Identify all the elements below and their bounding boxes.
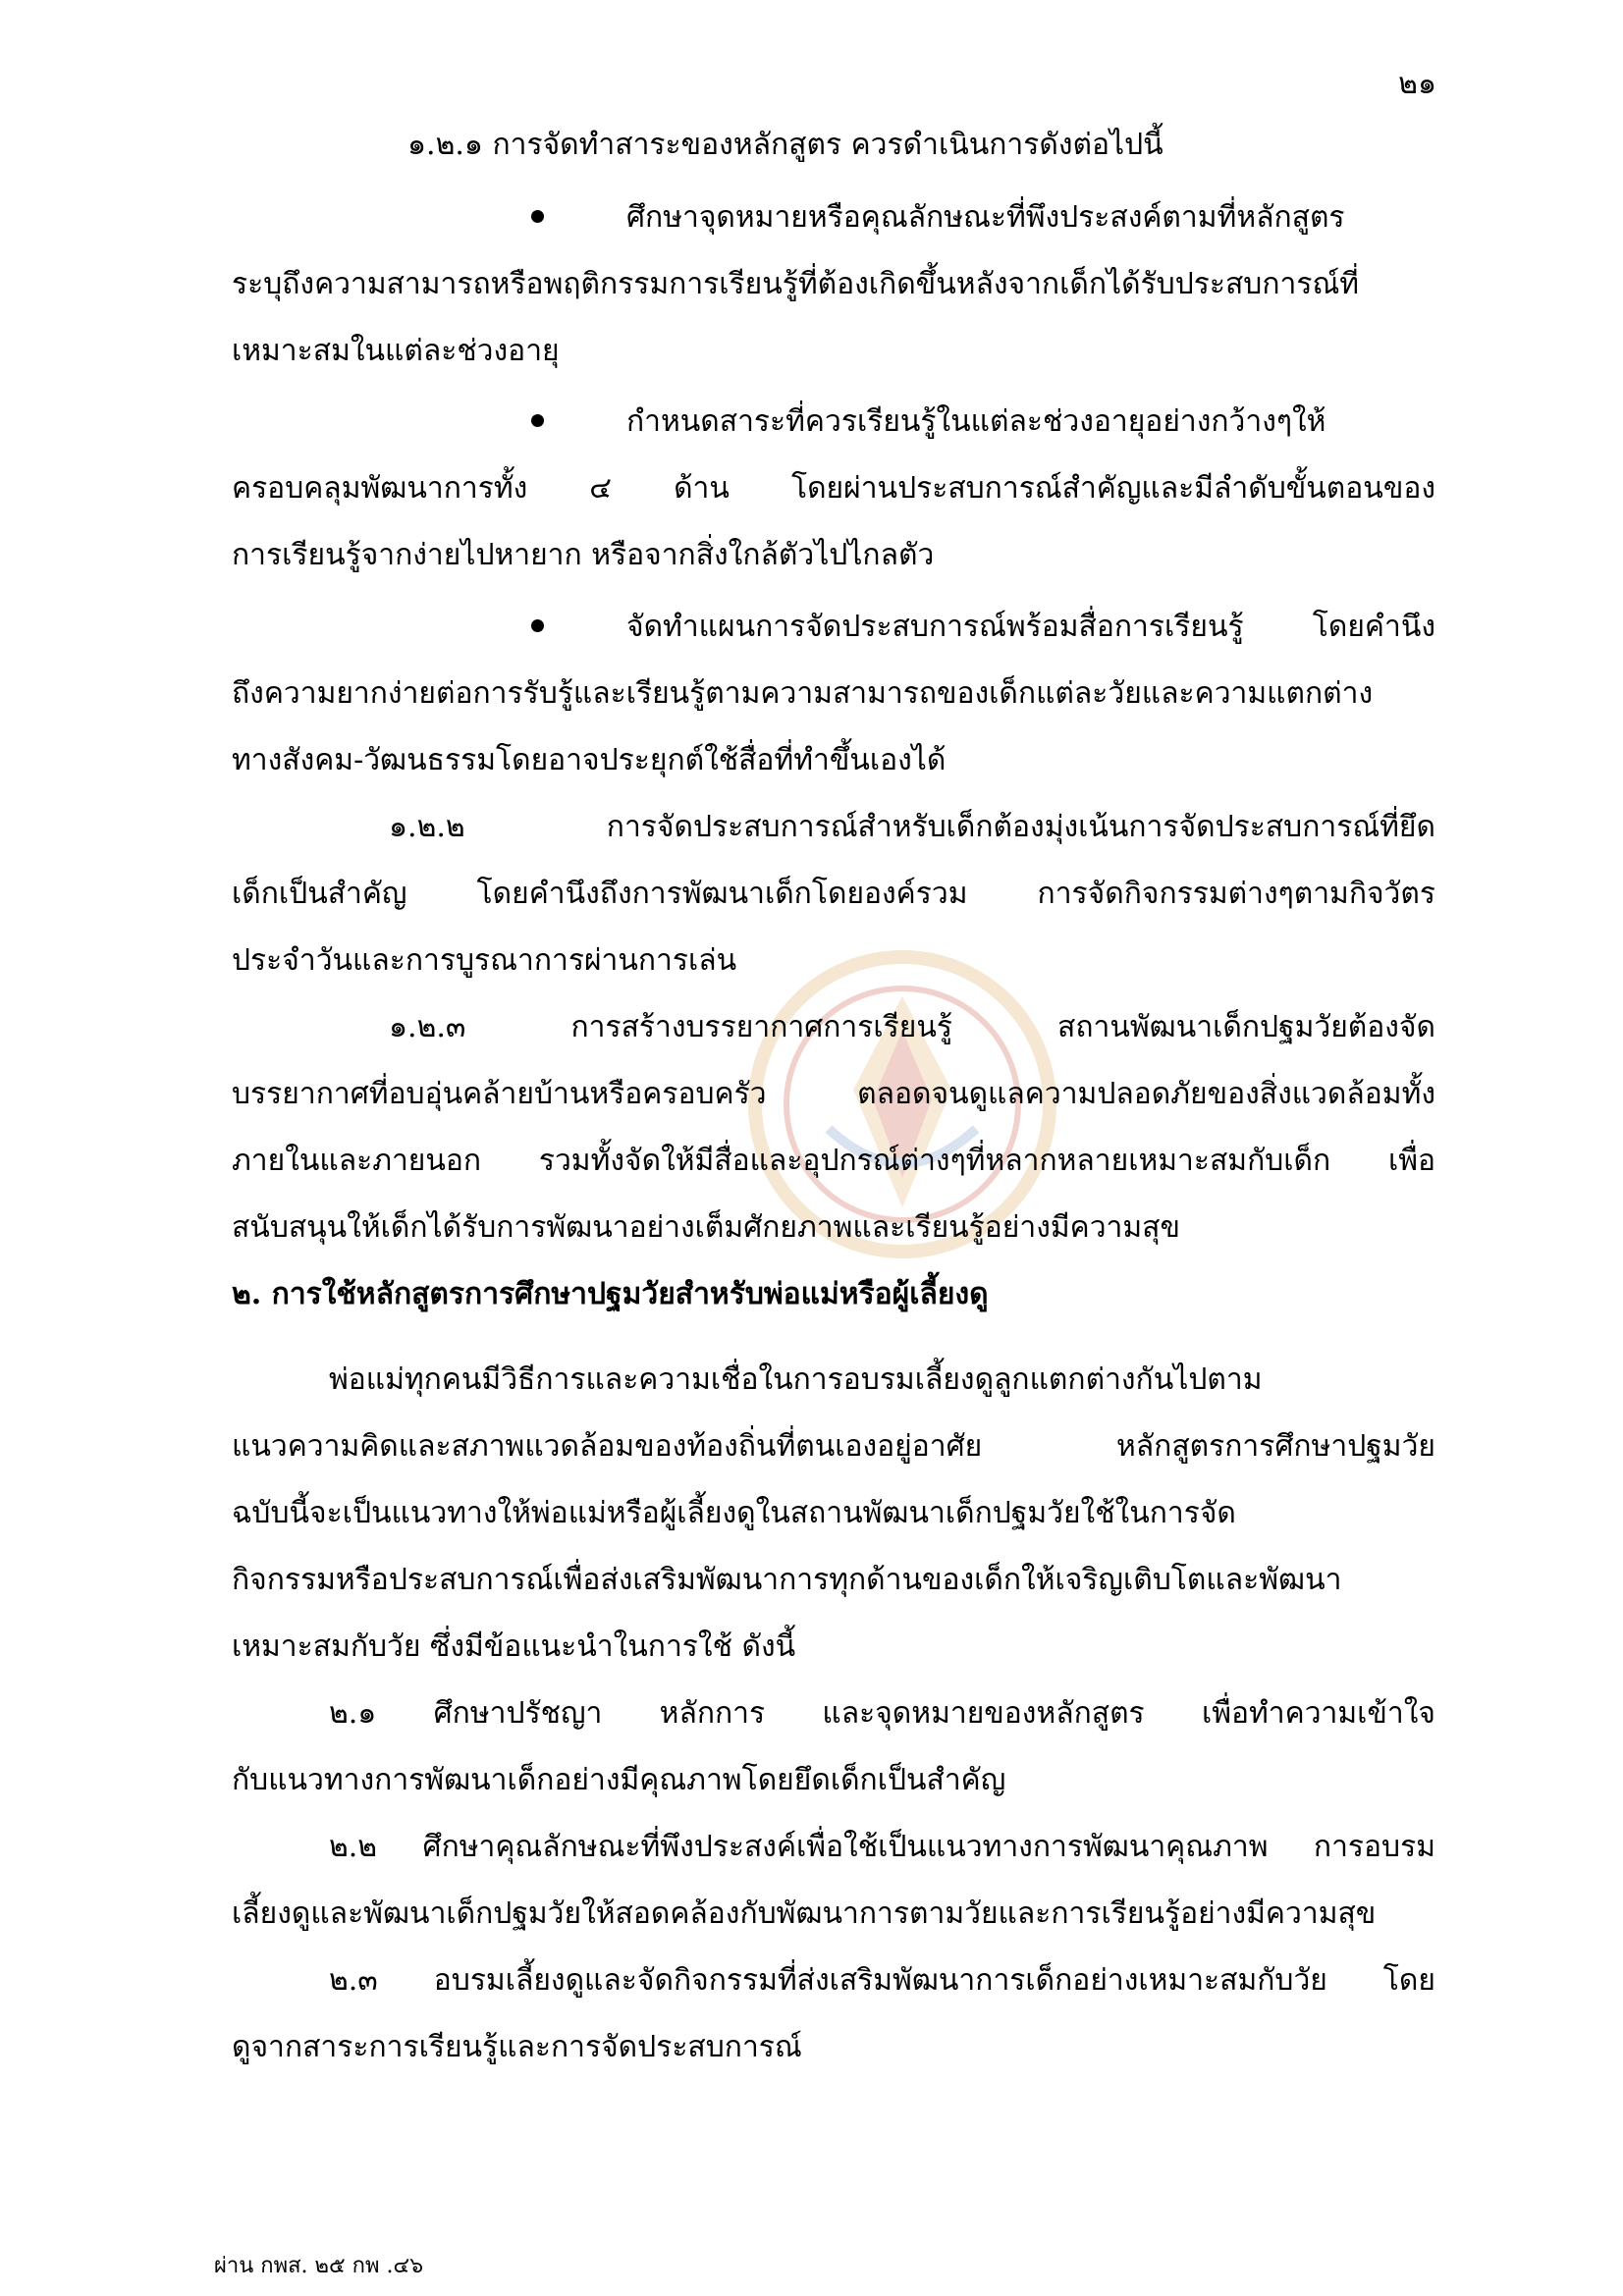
- section-2-heading: ๒. การใช้หลักสูตรการศึกษาปฐมวัยสำหรับพ่อแม่หรือผู้เลี้ยงดู: [232, 1277, 989, 1311]
- bullet-2-line-1: กำหนดสาระที่ควรเรียนรู้ในแต่ละช่วงอายุอย่างกว้างๆให้: [626, 404, 1326, 439]
- section-122-line-3: ประจำวันและการบูรณาการผ่านการเล่น: [232, 943, 737, 978]
- section-121-heading: ๑.๒.๑ การจัดทำสาระของหลักสูตร ควรดำเนินการดังต่อไปนี้: [407, 128, 1163, 162]
- section-22-line-2: เลี้ยงดูและพัฒนาเด็กปฐมวัยให้สอดคล้องกับพัฒนาการตามวัยและการเรียนรู้อย่างมีความสุข: [232, 1896, 1377, 1931]
- bullet-2-line-3: การเรียนรู้จากง่ายไปหายาก หรือจากสิ่งใกล้ตัวไปไกลตัว: [232, 538, 935, 572]
- section-23-line-2: ดูจากสาระการเรียนรู้และการจัดประสบการณ์: [232, 2030, 802, 2064]
- section-21-line-2: กับแนวทางการพัฒนาเด็กอย่างมีคุณภาพโดยยึดเด็กเป็นสำคัญ: [232, 1763, 1006, 1797]
- section-2-intro-line-4: กิจกรรมหรือประสบการณ์เพื่อส่งเสริมพัฒนาการทุกด้านของเด็กให้เจริญเติบโตและพัฒนา: [232, 1563, 1342, 1597]
- section-2-intro-line-2: แนวความคิดและสภาพแวดล้อมของท้องถิ่นที่ตนเองอยู่อาศัย หลักสูตรการศึกษาปฐมวัย: [232, 1429, 1435, 1464]
- bullet-3-line-3: ทางสังคม-วัฒนธรรมโดยอาจประยุกต์ใช้สื่อที่ทำขึ้นเองได้: [232, 743, 947, 777]
- section-123-line-4: สนับสนุนให้เด็กได้รับการพัฒนาอย่างเต็มศักยภาพและเรียนรู้อย่างมีความสุข: [232, 1210, 1180, 1245]
- bullet-1-line-3: เหมาะสมในแต่ละช่วงอายุ: [232, 334, 560, 368]
- section-2-intro-line-1: พ่อแม่ทุกคนมีวิธีการและความเชื่อในการอบรมเลี้ยงดูลูกแตกต่างกันไปตาม: [329, 1362, 1263, 1397]
- section-123-line-1: ๑.๒.๓ การสร้างบรรยากาศการเรียนรู้ สถานพัฒนาเด็กปฐมวัยต้องจัด: [389, 1010, 1435, 1044]
- section-123-line-3: ภายในและภายนอก รวมทั้งจัดให้มีสื่อและอุปกรณ์ต่างๆที่หลากหลายเหมาะสมกับเด็ก เพื่อ: [232, 1144, 1435, 1178]
- page-number: ๒๑: [1398, 67, 1436, 101]
- bullet-1-line-2: ระบุถึงความสามารถหรือพฤติกรรมการเรียนรู้ที่ต้องเกิดขึ้นหลังจากเด็กได้รับประสบการณ์ที่: [232, 267, 1360, 301]
- section-122-line-1: ๑.๒.๒ การจัดประสบการณ์สำหรับเด็กต้องมุ่งเน้นการจัดประสบการณ์ที่ยึด: [389, 810, 1435, 844]
- section-2-intro-line-3: ฉบับนี้จะเป็นแนวทางให้พ่อแม่หรือผู้เลี้ยงดูในสถานพัฒนาเด็กปฐมวัยใช้ในการจัด: [232, 1496, 1236, 1530]
- section-22-line-1: ๒.๒ ศึกษาคุณลักษณะที่พึงประสงค์เพื่อใช้เป็นแนวทางการพัฒนาคุณภาพ การอบรม: [329, 1830, 1435, 1864]
- bullet-3-line-2: ถึงความยากง่ายต่อการรับรู้และเรียนรู้ตามความสามารถของเด็กแต่ละวัยและความแตกต่าง: [232, 676, 1374, 711]
- bullet-icon: [531, 210, 544, 223]
- section-122-line-2: เด็กเป็นสำคัญ โดยคำนึงถึงการพัฒนาเด็กโดยองค์รวม การจัดกิจกรรมต่างๆตามกิจวัตร: [232, 877, 1435, 911]
- bullet-2-line-2: ครอบคลุมพัฒนาการทั้ง ๔ ด้าน โดยผ่านประสบการณ์สำคัญและมีลำดับขั้นตอนของ: [232, 471, 1435, 506]
- section-21-line-1: ๒.๑ ศึกษาปรัชญา หลักการ และจุดหมายของหลักสูตร เพื่อทำความเข้าใจ: [329, 1696, 1435, 1731]
- bullet-icon: [531, 619, 544, 632]
- footer-note: ผ่าน กพส. ๒๕ กพ .๔๖: [214, 2254, 424, 2278]
- bullet-icon: [531, 414, 544, 427]
- bullet-3-line-1: จัดทำแผนการจัดประสบการณ์พร้อมสื่อการเรียนรู้ โดยคำนึง: [626, 610, 1435, 644]
- section-23-line-1: ๒.๓ อบรมเลี้ยงดูและจัดกิจกรรมที่ส่งเสริมพัฒนาการเด็กอย่างเหมาะสมกับวัย โดย: [329, 1963, 1435, 1998]
- section-123-line-2: บรรยากาศที่อบอุ่นคล้ายบ้านหรือครอบครัว ตลอดจนดูแลความปลอดภัยของสิ่งแวดล้อมทั้ง: [232, 1077, 1435, 1111]
- bullet-1-line-1: ศึกษาจุดหมายหรือคุณลักษณะที่พึงประสงค์ตามที่หลักสูตร: [626, 200, 1345, 235]
- section-2-intro-line-5: เหมาะสมกับวัย ซึ่งมีข้อแนะนำในการใช้ ดังนี้: [232, 1629, 796, 1664]
